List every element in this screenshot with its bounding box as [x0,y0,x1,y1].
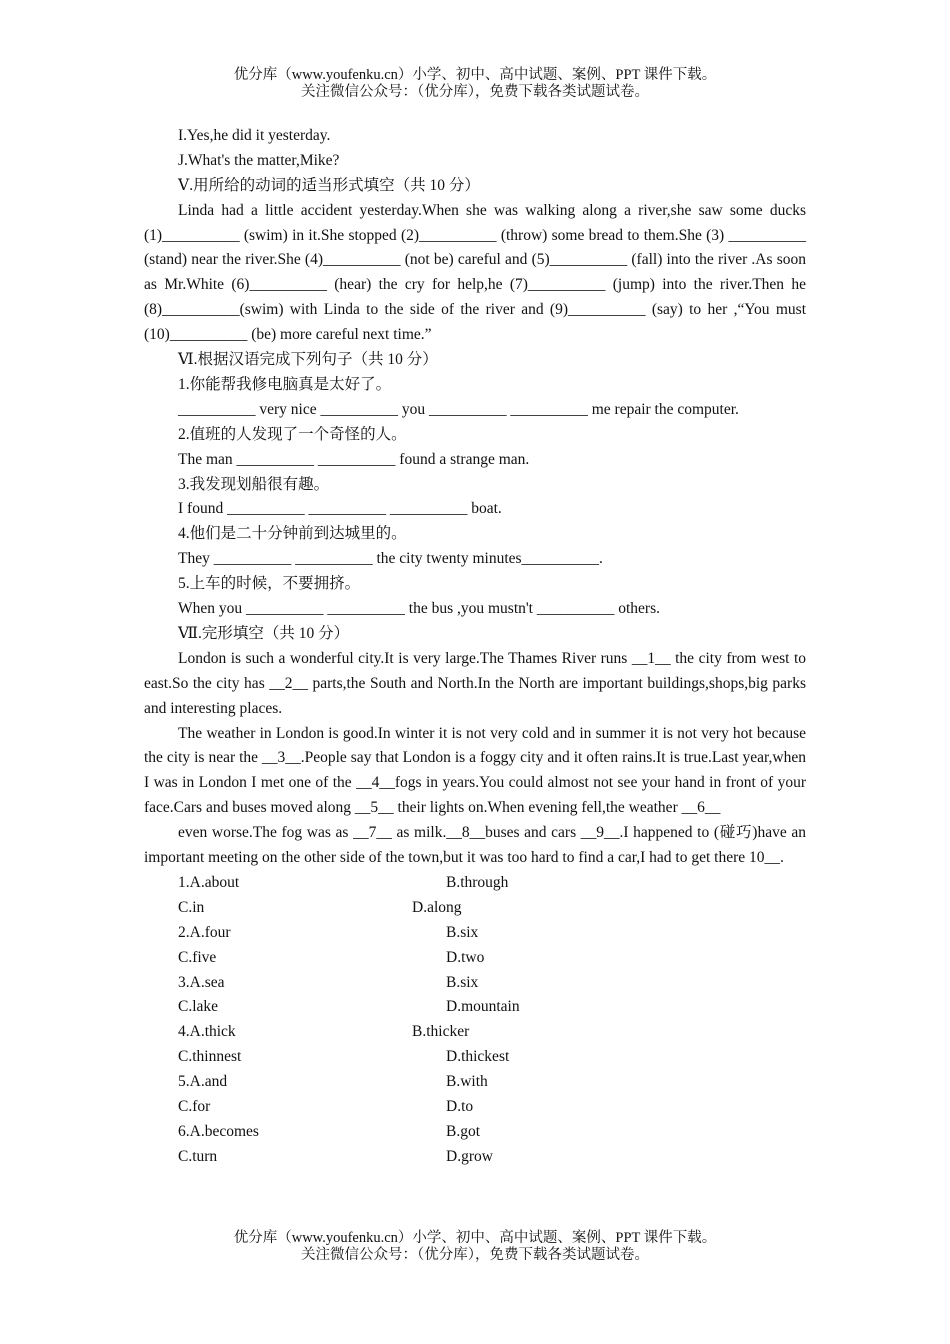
option-row [144,1095,806,1120]
s6-q5-cn: 5.上车的时候，不要拥挤。 [178,575,361,593]
option-left: C.in [178,898,205,916]
section-7-title: Ⅶ.完形填空（共 10 分） [178,624,350,642]
s6-q2-en: The man __________ __________ found a strange man. [178,450,530,468]
option-row [144,1120,806,1145]
cloze-paragraph-1: London is such a wonderful city.It is very large.The Thames River runs __1__ the city from west to east.So the city has __2__ parts,the South and North.In the North are important buildings,shops,big parks and interesting places. [144,649,806,717]
section-5-passage: Linda had a little accident yesterday.When she was walking along a river,she saw some ducks (1)__________ (swim) in it.She stopped (2)__________ (throw) some bread to them.She (3) __________ (stand) near the river.She (4)__________ (not be) careful and (5)__________ (fall) into the river .As soon as Mr.White (6)__________ (hear) the cry for help,he (7)__________ (jump) into the river.Then he (8)__________(swim) with Linda to the side of the river and (9)__________ (say) to her ,“You must (10)__________ (be) more careful next time.” [144,201,806,344]
option-row [144,896,806,921]
page-header [0,67,950,101]
option-right: B.through [446,873,509,891]
option-right: D.grow [446,1147,493,1165]
option-left: 2.A.four [178,923,231,941]
header-line-1: 优分库（www.youfenku.cn）小学、初中、高中试题、案例、PPT 课件下载。 [233,67,717,83]
option-left: 5.A.and [178,1073,228,1091]
s6-q1-cn: 1.你能帮我修电脑真是太好了。 [178,376,392,393]
option-row [144,871,806,896]
cloze-options [144,871,806,1170]
option-row [144,1070,806,1095]
option-right: B.with [446,1073,488,1091]
option-left: C.thinnest [178,1048,242,1066]
option-row [144,1045,806,1070]
option-row [144,921,806,946]
header-line-2: 关注微信公众号：（优分库），免费下载各类试题试卷。 [301,84,649,100]
s6-q4-en: They __________ __________ the city twenty minutes__________. [178,550,603,568]
footer-line-2: 关注微信公众号：（优分库），免费下载各类试题试卷。 [301,1247,649,1263]
option-right: B.six [446,973,479,991]
option-row [144,946,806,971]
section-5-title: Ⅴ.用所给的动词的适当形式填空（共 10 分） [178,176,480,194]
footer-line-1: 优分库（www.youfenku.cn）小学、初中、高中试题、案例、PPT 课件下载。 [233,1230,717,1246]
s6-q5-en: When you __________ __________ the bus ,you mustn't __________ others. [178,600,660,618]
s6-q3-en: I found __________ __________ __________ boat. [178,500,502,518]
s6-q3-cn: 3.我发现划船很有趣。 [178,475,330,493]
option-row [144,995,806,1020]
option-left: 1.A.about [178,873,240,891]
option-left: C.turn [178,1147,218,1165]
section-6-title: Ⅵ.根据汉语完成下列句子（共 10 分） [178,351,438,369]
option-right: D.two [446,948,485,966]
option-row [144,1020,806,1045]
option-right: D.along [412,898,462,916]
option-left: C.five [178,948,217,966]
option-right: D.thickest [446,1048,510,1066]
option-right: D.to [446,1097,474,1115]
s6-q1-en: __________ very nice __________ you __________ __________ me repair the computer. [178,400,739,418]
cloze-paragraph-3: even worse.The fog was as __7__ as milk.__8__buses and cars __9__.I happened to (碰巧)have an important meeting on the other side of the town,but it was too hard to find a car,I had to get there 10__. [144,824,806,867]
option-j: J.What's the matter,Mike? [178,151,340,169]
s6-q2-cn: 2.值班的人发现了一个奇怪的人。 [178,425,407,443]
option-right: B.thicker [412,1023,470,1041]
page-footer [0,1230,950,1264]
option-row [144,1145,806,1170]
option-left: 6.A.becomes [178,1122,259,1140]
option-right: D.mountain [446,998,520,1016]
s6-q4-cn: 4.他们是二十分钟前到达城里的。 [178,525,407,543]
option-left: C.lake [178,998,219,1016]
document-body [144,124,806,1170]
option-left: 4.A.thick [178,1023,236,1041]
option-left: C.for [178,1097,211,1115]
option-i: I.Yes,he did it yesterday. [178,127,331,144]
option-row [144,971,806,996]
option-right: B.got [446,1122,481,1140]
option-right: B.six [446,923,479,941]
option-left: 3.A.sea [178,973,225,991]
cloze-paragraph-2: The weather in London is good.In winter it is not very cold and in summer it is not very hot because the city is near the __3__.People say that London is a foggy city and it often rains.It is true.Last year,when I was in London I met one of the __4__fogs in years.You could almost not see your hand in front of your face.Cars and buses moved along __5__ their lights on.When evening fell,the weather __6__ [144,724,806,817]
